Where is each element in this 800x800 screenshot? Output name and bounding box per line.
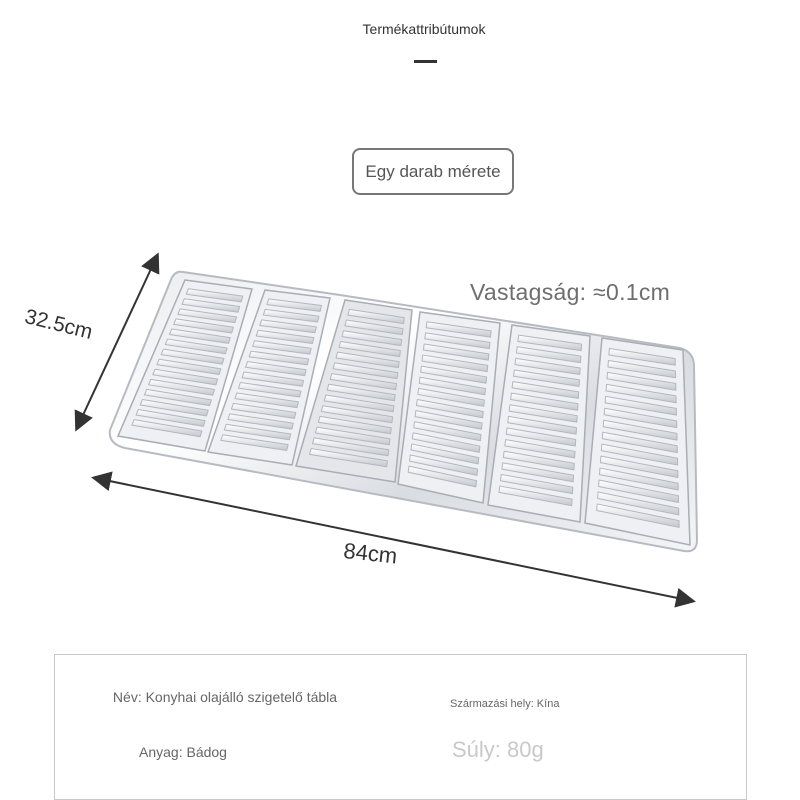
attributes-box xyxy=(54,654,747,800)
thickness-label: Vastagság: ≈0.1cm xyxy=(470,279,671,305)
attribute-material: Anyag: Bádog xyxy=(139,744,227,760)
height-label: 32.5cm xyxy=(22,305,95,344)
size-badge: Egy darab mérete xyxy=(352,148,514,195)
attribute-name: Név: Konyhai olajálló szigetelő tábla xyxy=(112,689,338,705)
attribute-weight: Súly: 80g xyxy=(452,737,544,762)
attribute-origin: Származási hely: Kína xyxy=(450,698,560,710)
page-title: Termékattribútumok xyxy=(362,21,486,37)
width-label: 84cm xyxy=(342,538,399,569)
